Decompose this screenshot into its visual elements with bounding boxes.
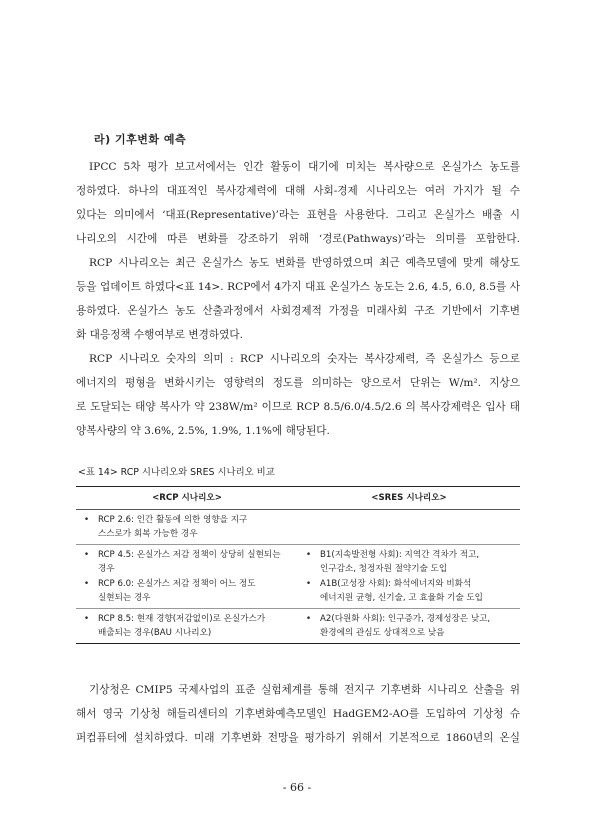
bullet-icon: •	[84, 515, 90, 525]
list-item-text: RCP 6.0: 온실가스 저감 정책이 어느 정도 실현되는 경우	[98, 579, 256, 603]
table-cell-rcp	[76, 548, 298, 606]
table-cell-rcp	[76, 513, 298, 542]
list-item	[84, 513, 298, 541]
paragraph-kma	[76, 678, 520, 750]
list-item-text: A2(다원화 사회): 인구증가, 경제성장은 낮고, 환경에의 관심도 상대적으로 낮음	[320, 614, 491, 638]
table-cell-sres	[298, 513, 520, 542]
paragraph-line: 로 도달되는 태양 복사가 약 238W/m² 이므로 RCP 8.5/6.0/4.5/2.6 의 복사강제력은 입사 태	[76, 401, 520, 413]
bullet-icon: •	[84, 550, 90, 560]
list-item	[84, 612, 298, 640]
paragraph-line: RCP 시나리오 숫자의 의미 : RCP 시나리오의 숫자는 복사강제력, 즉 온실가스 등으로	[89, 353, 520, 365]
paragraph-line: IPCC 5차 평가 보고서에서는 인간 활동이 대기에 미치는 복사량으로 온실가스 농도를	[89, 161, 520, 173]
list-item-text: RCP 2.6: 인간 활동에 의한 영향을 지구 스스로가 회복 가능한 경우	[98, 515, 248, 539]
table-row	[76, 545, 520, 609]
table-caption: <표 14> RCP 시나리오와 SRES 시나리오 비교	[78, 467, 275, 478]
list-item-text: A1B(고성장 사회): 화석에너지와 비화석 에너지원 균형, 신기술, 고 효율화 기술 도입	[320, 579, 483, 603]
column-header-rcp: <RCP 시나리오>	[152, 493, 222, 503]
paragraph-ipcc	[76, 155, 520, 251]
list-item	[84, 548, 298, 576]
paragraph-line: 기상청은 CMIP5 국제사업의 표준 실험체계를 통해 전지구 기후변화 시나리오 산출을 위	[89, 684, 520, 696]
paragraph-line: 정하였다. 하나의 대표적인 복사강제력에 대해 사회-경제 시나리오는 여러 가지가 될 수	[76, 185, 520, 197]
page-number: - 66 -	[282, 781, 312, 794]
paragraph-line: RCP 시나리오는 최근 온실가스 농도 변화를 반영하였으며 최근 예측모델에 맞게 해상도	[89, 257, 520, 269]
table-cell-sres	[298, 612, 520, 641]
bullet-icon: •	[84, 614, 90, 624]
paragraph-line: 용하였다. 온실가스 농도 산출과정에서 사회경제적 가정을 미래사회 구조 기반에서 기후변	[76, 305, 520, 317]
paragraph-line: 에너지의 평형을 변화시키는 영향력의 정도를 의미하는 양으로서 단위는 W/m². 지상으	[76, 377, 520, 389]
list-item	[306, 548, 520, 576]
list-item-text: RCP 4.5: 온실가스 저감 정책이 상당히 실현되는 경우	[98, 550, 281, 574]
paragraph-rcp-meaning	[76, 347, 520, 443]
table-header	[76, 487, 520, 510]
paragraph-line: 양복사량의 약 3.6%, 2.5%, 1.9%, 1.1%에 해당된다.	[76, 425, 330, 437]
paragraph-line: 있다는 의미에서 ‘대표(Representative)’라는 표현을 사용한다. 그리고 온실가스 배출 시	[76, 209, 520, 221]
list-item-text: RCP 8.5: 현재 경향(저감없이)로 온실가스가 배출되는 경우(BAU 시나리오)	[98, 614, 266, 638]
list-item	[306, 612, 520, 640]
table-cell-sres	[298, 548, 520, 606]
paragraph-line: 나리오의 시간에 따른 변화를 강조하기 위해 ‘경로(Pathways)’라는 의미를 포함한다.	[76, 233, 520, 245]
paragraph-line: 화 대응정책 수행여부로 변경하였다.	[76, 329, 243, 341]
paragraph-rcp	[76, 251, 520, 347]
paragraph-line: 해서 영국 기상청 해들리센터의 기후변화예측모델인 HadGEM2-AO를 도입하여 기상청 슈	[76, 708, 520, 720]
table-row	[76, 609, 520, 643]
paragraph-line: 등을 업데이트 하였다<표 14>. RCP에서 4가지 대표 온실가스 농도는 2.6, 4.5, 6.0, 8.5를 사	[76, 281, 520, 293]
list-item	[306, 577, 520, 605]
paragraph-line: 퍼컴퓨터에 설치하였다. 미래 기후변화 전망을 평가하기 위해서 기본적으로 1860년의 온실	[76, 732, 520, 744]
section-heading: 라) 기후변화 예측	[94, 133, 187, 146]
list-item-text: B1(지속발전형 사회): 지역간 격차가 적고, 인구감소, 청정자원 절약기술 도입	[320, 550, 480, 574]
column-header-sres: <SRES 시나리오>	[371, 493, 447, 503]
comparison-table	[76, 486, 520, 644]
bullet-icon: •	[306, 614, 312, 624]
list-item	[84, 577, 298, 605]
bullet-icon: •	[306, 550, 312, 560]
table-row	[76, 510, 520, 545]
table-cell-rcp	[76, 612, 298, 641]
bullet-icon: •	[84, 579, 90, 589]
bullet-icon: •	[306, 579, 312, 589]
